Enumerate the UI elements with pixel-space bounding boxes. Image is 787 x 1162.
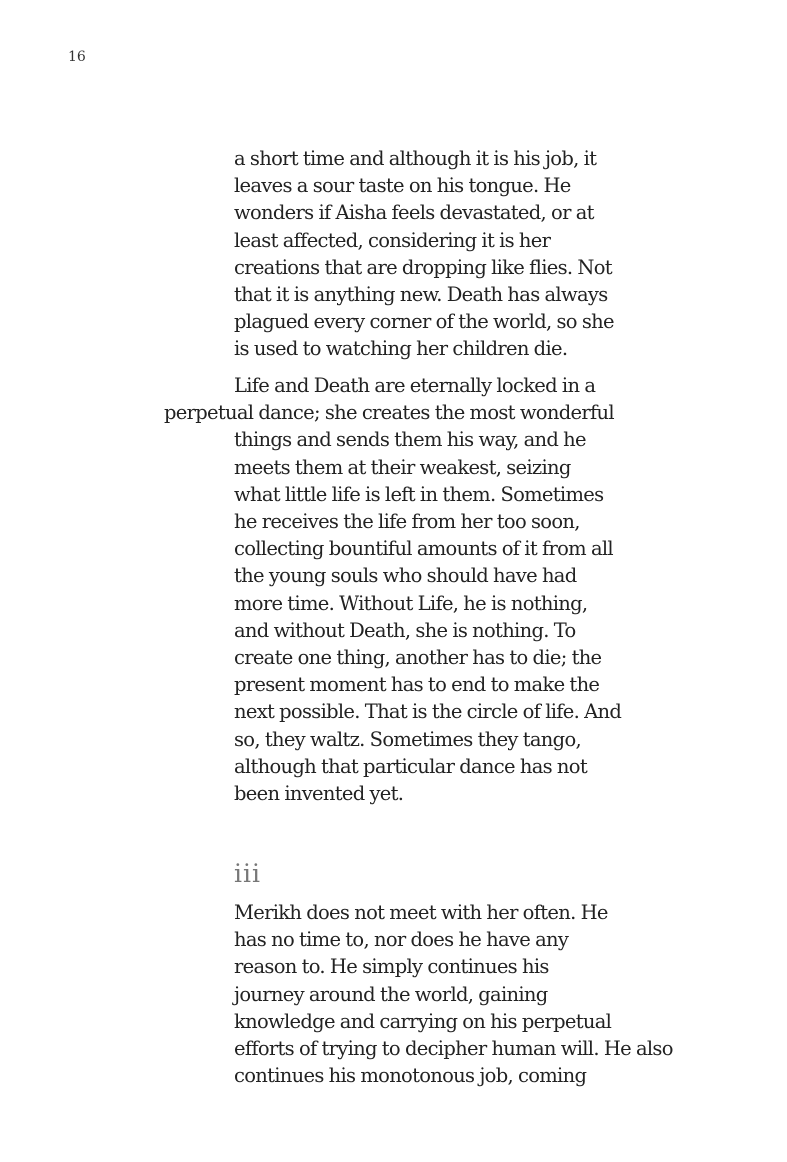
- text-line: he receives the life from her too soon,: [234, 510, 580, 534]
- text-line: has no time to, nor does he have any: [234, 928, 569, 952]
- text-line: reason to. He simply continues his: [234, 955, 549, 979]
- text-line: wonders if Aisha feels devastated, or at: [234, 201, 594, 225]
- text-line: next possible. That is the circle of life. And: [234, 700, 622, 724]
- text-line: Merikh does not meet with her often. He: [234, 901, 608, 924]
- paragraph-2: [164, 372, 754, 807]
- text-line: been invented yet.: [234, 782, 404, 806]
- section-heading: iii: [234, 859, 261, 888]
- text-line: although that particular dance has not: [234, 754, 587, 778]
- text-line-outdent: perpetual dance; she creates the most wonderful: [164, 401, 614, 425]
- page-number: 16: [68, 49, 86, 65]
- paragraph-3: [234, 899, 754, 1089]
- text-line: what little life is left in them. Sometimes: [234, 482, 604, 506]
- text-line: creations that are dropping like flies. Not: [234, 255, 612, 279]
- text-line: collecting bountiful amounts of it from all: [234, 537, 613, 561]
- text-line: create one thing, another has to die; the: [234, 646, 602, 670]
- text-line: continues his monotonous job, coming: [234, 1064, 587, 1088]
- text-line: leaves a sour taste on his tongue. He: [234, 174, 571, 198]
- text-line: efforts of trying to decipher human will. He also: [234, 1037, 673, 1061]
- text-line: present moment has to end to make the: [234, 673, 600, 697]
- text-line: a short time and although it is his job, it: [234, 147, 597, 170]
- text-line: so, they waltz. Sometimes they tango,: [234, 727, 581, 751]
- text-line: things and sends them his way, and he: [234, 428, 586, 452]
- text-line: least affected, considering it is her: [234, 228, 551, 252]
- text-line: Life and Death are eternally locked in a: [234, 374, 596, 397]
- text-line: is used to watching her children die.: [234, 337, 568, 361]
- text-line: that it is anything new. Death has always: [234, 283, 608, 307]
- text-line: journey around the world, gaining: [234, 982, 548, 1006]
- paragraph-1: [234, 145, 754, 363]
- text-line: meets them at their weakest, seizing: [234, 455, 571, 479]
- text-line: the young souls who should have had: [234, 564, 577, 588]
- text-line: more time. Without Life, he is nothing,: [234, 591, 588, 615]
- text-line: knowledge and carrying on his perpetual: [234, 1009, 612, 1033]
- text-line: and without Death, she is nothing. To: [234, 618, 576, 642]
- text-line: plagued every corner of the world, so she: [234, 310, 614, 334]
